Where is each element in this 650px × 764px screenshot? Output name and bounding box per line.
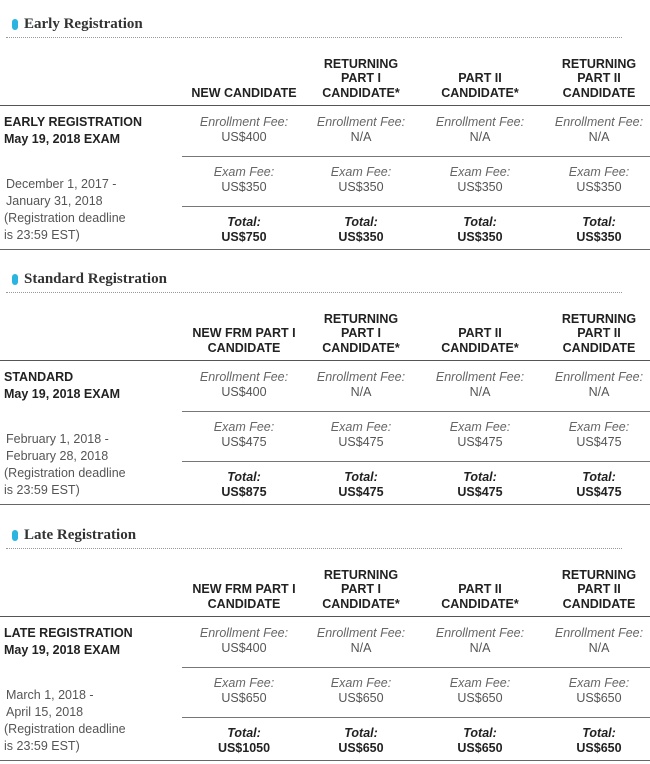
row-title-line: May 19, 2018 EXAM <box>4 387 121 401</box>
column-header <box>421 71 539 100</box>
divider <box>0 105 650 106</box>
row-title-line: LATE REGISTRATION <box>4 626 133 640</box>
divider <box>0 760 650 761</box>
fee-label: Exam Fee: <box>330 676 392 690</box>
total-fee-cell <box>421 726 539 756</box>
exam-fee-cell <box>540 165 650 195</box>
fee-value: US$475 <box>576 485 622 499</box>
divider <box>182 411 650 412</box>
fee-label: Enrollment Fee: <box>316 626 406 640</box>
fee-label: Exam Fee: <box>330 420 392 434</box>
fee-label: Exam Fee: <box>449 165 511 179</box>
fee-value: US$350 <box>576 230 622 244</box>
fee-label: Exam Fee: <box>330 165 392 179</box>
enrollment-fee-cell <box>302 626 420 656</box>
fee-value: US$350 <box>576 180 622 194</box>
row-title <box>4 369 120 403</box>
fee-value: N/A <box>469 641 491 655</box>
fee-label: Exam Fee: <box>449 420 511 434</box>
exam-fee-cell <box>185 420 303 450</box>
column-header-line: PART II <box>458 71 502 85</box>
fee-label: Exam Fee: <box>213 165 275 179</box>
fee-label: Enrollment Fee: <box>554 370 644 384</box>
total-fee-cell <box>185 215 303 245</box>
total-fee-cell <box>302 726 420 756</box>
total-fee-cell <box>540 470 650 500</box>
column-header-line: PART I <box>340 71 382 85</box>
fee-value: N/A <box>588 641 610 655</box>
date-line: December 1, 2017 - <box>6 177 117 191</box>
deadline-note: (Registration deadline <box>4 722 126 736</box>
deadline-note: (Registration deadline <box>4 466 126 480</box>
fee-label: Total: <box>582 726 616 740</box>
section-title: Late Registration <box>24 527 137 543</box>
fee-value: US$350 <box>221 180 267 194</box>
row-title-line: May 19, 2018 EXAM <box>4 643 121 657</box>
total-fee-cell <box>421 470 539 500</box>
exam-fee-cell <box>421 420 539 450</box>
row-title <box>4 625 133 659</box>
date-line: April 15, 2018 <box>6 705 84 719</box>
fee-label: Enrollment Fee: <box>435 115 525 129</box>
fee-value: US$475 <box>338 485 384 499</box>
fee-value: US$350 <box>338 230 384 244</box>
registration-period <box>4 431 126 499</box>
fee-value: N/A <box>350 641 372 655</box>
column-header <box>540 312 650 356</box>
divider <box>0 249 650 250</box>
fee-value: US$350 <box>338 180 384 194</box>
fee-label: Total: <box>344 726 378 740</box>
fee-value: US$475 <box>338 435 384 449</box>
divider <box>0 616 650 617</box>
fee-value: US$475 <box>457 435 503 449</box>
column-header-line: CANDIDATE <box>562 340 636 355</box>
column-header-line: CANDIDATE* <box>441 596 519 611</box>
fee-value: US$650 <box>576 741 622 755</box>
enrollment-fee-cell <box>540 626 650 656</box>
fee-label: Enrollment Fee: <box>316 115 406 129</box>
fee-value: US$350 <box>457 180 503 194</box>
fee-value: US$650 <box>457 741 503 755</box>
fee-label: Total: <box>344 215 378 229</box>
bullet-icon <box>12 19 18 30</box>
fee-label: Total: <box>582 215 616 229</box>
fee-label: Total: <box>463 470 497 484</box>
exam-fee-cell <box>421 165 539 195</box>
column-header-line: CANDIDATE* <box>322 85 400 100</box>
fee-value: US$350 <box>457 230 503 244</box>
column-header-line: CANDIDATE* <box>441 85 519 100</box>
fee-label: Enrollment Fee: <box>199 370 289 384</box>
section-heading <box>6 3 622 38</box>
fee-label: Exam Fee: <box>568 420 630 434</box>
column-header-line: RETURNING <box>561 311 637 326</box>
total-fee-cell <box>540 215 650 245</box>
bullet-icon <box>12 274 18 285</box>
column-header-line: CANDIDATE <box>207 340 281 355</box>
fee-label: Total: <box>227 215 261 229</box>
exam-fee-cell <box>185 676 303 706</box>
section-heading <box>6 514 622 549</box>
fee-label: Enrollment Fee: <box>316 370 406 384</box>
row-title-line: May 19, 2018 EXAM <box>4 132 121 146</box>
fee-value: US$650 <box>457 691 503 705</box>
registration-section <box>0 514 650 764</box>
registration-section <box>0 3 650 253</box>
column-header-line: PART II <box>577 582 621 596</box>
row-title-line: STANDARD <box>4 370 74 384</box>
fee-label: Enrollment Fee: <box>435 626 525 640</box>
column-header <box>302 57 420 101</box>
fee-label: Exam Fee: <box>568 676 630 690</box>
column-header-line: NEW FRM PART I <box>192 326 296 340</box>
registration-period <box>4 687 126 755</box>
column-header-line: CANDIDATE <box>207 596 281 611</box>
column-header <box>302 312 420 356</box>
divider <box>182 156 650 157</box>
exam-fee-cell <box>421 676 539 706</box>
divider <box>182 206 650 207</box>
registration-section <box>0 258 650 508</box>
column-header-line: PART II <box>577 326 621 340</box>
fee-value: US$475 <box>457 485 503 499</box>
column-header <box>421 582 539 611</box>
divider <box>0 360 650 361</box>
column-header-line: NEW FRM PART I <box>192 582 296 596</box>
fee-value: US$400 <box>221 385 267 399</box>
row-title <box>4 114 142 148</box>
row-title-line: EARLY REGISTRATION <box>4 115 142 129</box>
fee-label: Total: <box>463 726 497 740</box>
total-fee-cell <box>185 726 303 756</box>
exam-fee-cell <box>540 676 650 706</box>
fee-label: Total: <box>582 470 616 484</box>
column-header-line: PART I <box>340 582 382 596</box>
deadline-note: is 23:59 EST) <box>4 228 80 242</box>
divider <box>182 717 650 718</box>
fee-value: US$750 <box>221 230 267 244</box>
column-header-line: CANDIDATE* <box>441 340 519 355</box>
column-header-line: NEW CANDIDATE <box>191 85 297 100</box>
total-fee-cell <box>540 726 650 756</box>
fee-value: US$475 <box>221 435 267 449</box>
fee-label: Total: <box>227 470 261 484</box>
fee-label: Enrollment Fee: <box>199 115 289 129</box>
column-header-line: RETURNING <box>323 56 399 71</box>
exam-fee-cell <box>302 420 420 450</box>
fee-value: US$650 <box>576 691 622 705</box>
enrollment-fee-cell <box>185 115 303 145</box>
column-header-line: RETURNING <box>561 56 637 71</box>
date-line: January 31, 2018 <box>6 194 103 208</box>
column-header <box>185 86 303 101</box>
enrollment-fee-cell <box>302 115 420 145</box>
column-header <box>540 57 650 101</box>
column-header <box>421 326 539 355</box>
column-header-line: PART II <box>458 326 502 340</box>
enrollment-fee-cell <box>302 370 420 400</box>
section-heading <box>6 258 622 293</box>
fee-value: N/A <box>469 130 491 144</box>
fee-label: Enrollment Fee: <box>554 115 644 129</box>
column-header <box>185 326 303 355</box>
fee-value: US$650 <box>221 691 267 705</box>
fee-value: US$650 <box>338 741 384 755</box>
date-line: February 28, 2018 <box>6 449 109 463</box>
bullet-icon <box>12 530 18 541</box>
fee-label: Exam Fee: <box>568 165 630 179</box>
fee-label: Enrollment Fee: <box>554 626 644 640</box>
enrollment-fee-cell <box>540 370 650 400</box>
registration-period <box>4 176 126 244</box>
fee-value: N/A <box>469 385 491 399</box>
section-title: Early Registration <box>24 16 143 32</box>
column-header-line: RETURNING <box>561 567 637 582</box>
column-header-line: CANDIDATE* <box>322 596 400 611</box>
column-header-line: PART I <box>340 326 382 340</box>
divider <box>182 667 650 668</box>
enrollment-fee-cell <box>421 370 539 400</box>
date-line: February 1, 2018 - <box>6 432 109 446</box>
fee-label: Enrollment Fee: <box>199 626 289 640</box>
total-fee-cell <box>421 215 539 245</box>
divider <box>182 461 650 462</box>
fee-value: US$400 <box>221 641 267 655</box>
fee-label: Total: <box>344 470 378 484</box>
date-line: March 1, 2018 - <box>6 688 94 702</box>
exam-fee-cell <box>302 676 420 706</box>
column-header-line: RETURNING <box>323 567 399 582</box>
column-header-line: PART II <box>577 71 621 85</box>
enrollment-fee-cell <box>540 115 650 145</box>
fee-label: Total: <box>463 215 497 229</box>
exam-fee-cell <box>302 165 420 195</box>
fee-value: US$475 <box>576 435 622 449</box>
fee-label: Enrollment Fee: <box>435 370 525 384</box>
fee-value: US$650 <box>338 691 384 705</box>
column-header-line: CANDIDATE <box>562 85 636 100</box>
column-header-line: CANDIDATE <box>562 596 636 611</box>
section-title: Standard Registration <box>24 271 167 287</box>
total-fee-cell <box>302 470 420 500</box>
column-header-line: PART II <box>458 582 502 596</box>
column-header <box>302 568 420 612</box>
fee-label: Exam Fee: <box>213 676 275 690</box>
fee-value: N/A <box>588 385 610 399</box>
enrollment-fee-cell <box>421 115 539 145</box>
fee-value: US$1050 <box>217 741 271 755</box>
fee-value: N/A <box>350 130 372 144</box>
fee-value: US$400 <box>221 130 267 144</box>
fee-value: US$875 <box>221 485 267 499</box>
total-fee-cell <box>185 470 303 500</box>
total-fee-cell <box>302 215 420 245</box>
exam-fee-cell <box>185 165 303 195</box>
fee-value: N/A <box>350 385 372 399</box>
exam-fee-cell <box>540 420 650 450</box>
enrollment-fee-cell <box>185 370 303 400</box>
fee-label: Exam Fee: <box>449 676 511 690</box>
enrollment-fee-cell <box>185 626 303 656</box>
fee-label: Total: <box>227 726 261 740</box>
fee-label: Exam Fee: <box>213 420 275 434</box>
column-header-line: RETURNING <box>323 311 399 326</box>
deadline-note: (Registration deadline <box>4 211 126 225</box>
divider <box>0 504 650 505</box>
deadline-note: is 23:59 EST) <box>4 483 80 497</box>
column-header <box>185 582 303 611</box>
fee-value: N/A <box>588 130 610 144</box>
column-header <box>540 568 650 612</box>
enrollment-fee-cell <box>421 626 539 656</box>
deadline-note: is 23:59 EST) <box>4 739 80 753</box>
column-header-line: CANDIDATE* <box>322 340 400 355</box>
